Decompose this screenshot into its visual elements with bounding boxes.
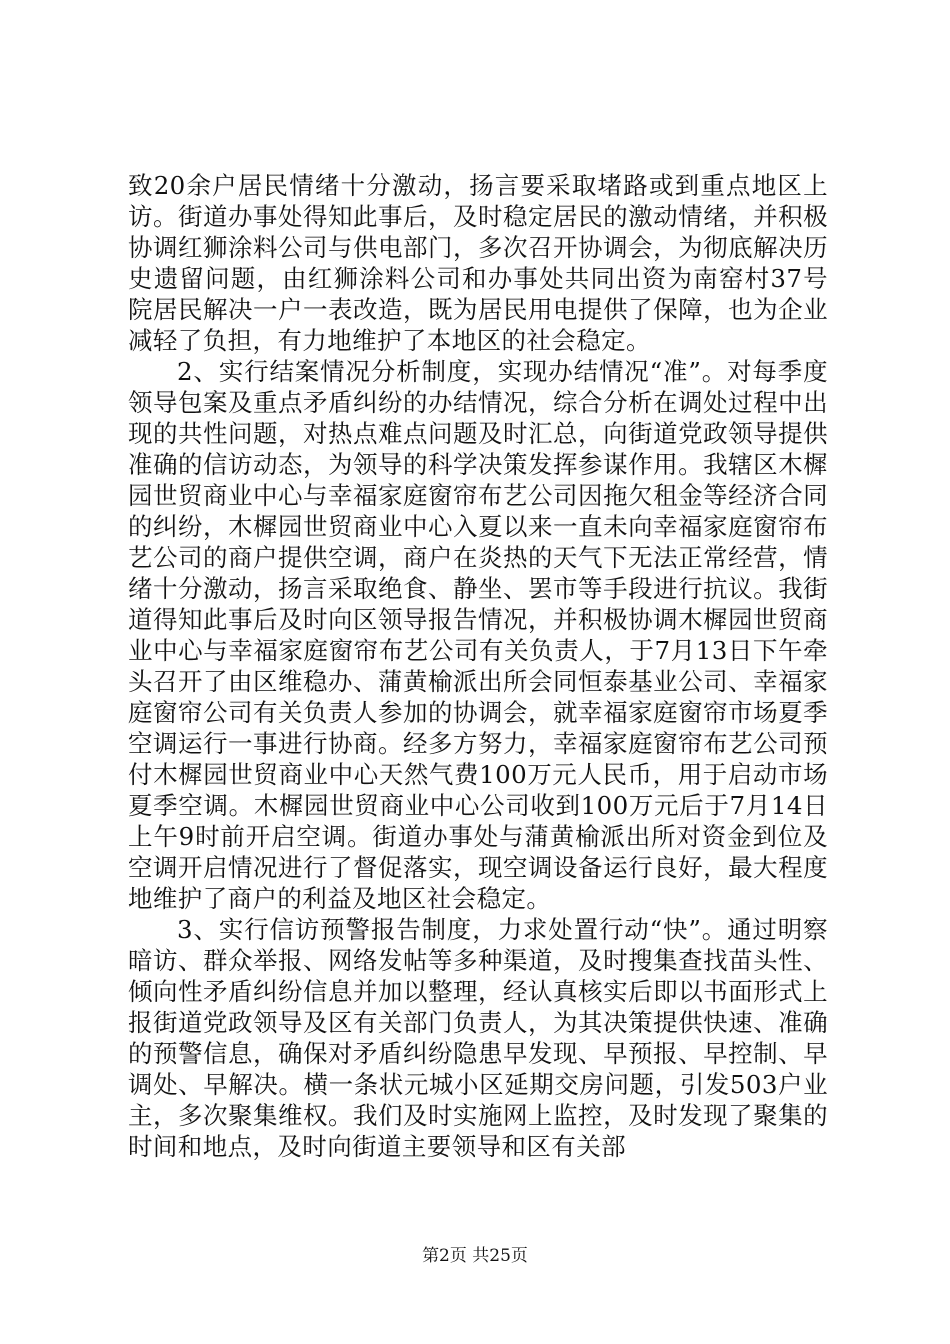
document-body	[128, 170, 828, 1162]
paragraph-continuation: 致20余户居民情绪十分激动，扬言要采取堵路或到重点地区上访。街道办事处得知此事后，及时稳定居民的激动情绪，并积极协调红狮涂料公司与供电部门，多次召开协调会，为彻底解决历史遗留问题，由红狮涂料公司和办事处共同出资为南窑村37号院居民解决一户一表改造，既为居民用电提供了保障，也为企业减轻了负担，有力地维护了本地区的社会稳定。	[128, 171, 828, 355]
page-footer	[0, 1245, 950, 1267]
paragraph-item-2: 2、实行结案情况分析制度，实现办结情况“准”。对每季度领导包案及重点矛盾纠纷的办结情况，综合分析在调处过程中出现的共性问题，对热点难点问题及时汇总，向街道党政领导提供准确的信访动态，为领导的科学决策发挥参谋作用。我辖区木樨园世贸商业中心与幸福家庭窗帘布艺公司因拖欠租金等经济合同的纠纷，木樨园世贸商业中心入夏以来一直未向幸福家庭窗帘布艺公司的商户提供空调，商户在炎热的天气下无法正常经营，情绪十分激动，扬言采取绝食、静坐、罢市等手段进行抗议。我街道得知此事后及时向区领导报告情况，并积极协调木樨园世贸商业中心与幸福家庭窗帘布艺公司有关负责人，于7月13日下午牵头召开了由区维稳办、蒲黄榆派出所会同恒泰基业公司、幸福家庭窗帘公司有关负责人参加的协调会，就幸福家庭窗帘市场夏季空调运行一事进行协商。经多方努力，幸福家庭窗帘布艺公司预付木樨园世贸商业中心天然气费100万元人民币，用于启动市场夏季空调。木樨园世贸商业中心公司收到100万元后于7月14日上午9时前开启空调。街道办事处与蒲黄榆派出所对资金到位及空调开启情况进行了督促落实，现空调设备运行良好，最大程度地维护了商户的利益及地区社会稳定。	[128, 357, 828, 913]
paragraph-item-3: 3、实行信访预警报告制度，力求处置行动“快”。通过明察暗访、群众举报、网络发帖等多种渠道，及时搜集查找苗头性、倾向性矛盾纠纷信息并加以整理，经认真核实后即以书面形式上报街道党政领导及区有关部门负责人，为其决策提供快速、准确的预警信息，确保对矛盾纠纷隐患早发现、早预报、早控制、早调处、早解决。横一条状元城小区延期交房问题，引发503户业主，多次聚集维权。我们及时实施网上监控，及时发现了聚集的时间和地点，及时向街道主要领导和区有关部	[128, 915, 828, 1161]
page-number: 第2页 共25页	[422, 1246, 528, 1266]
